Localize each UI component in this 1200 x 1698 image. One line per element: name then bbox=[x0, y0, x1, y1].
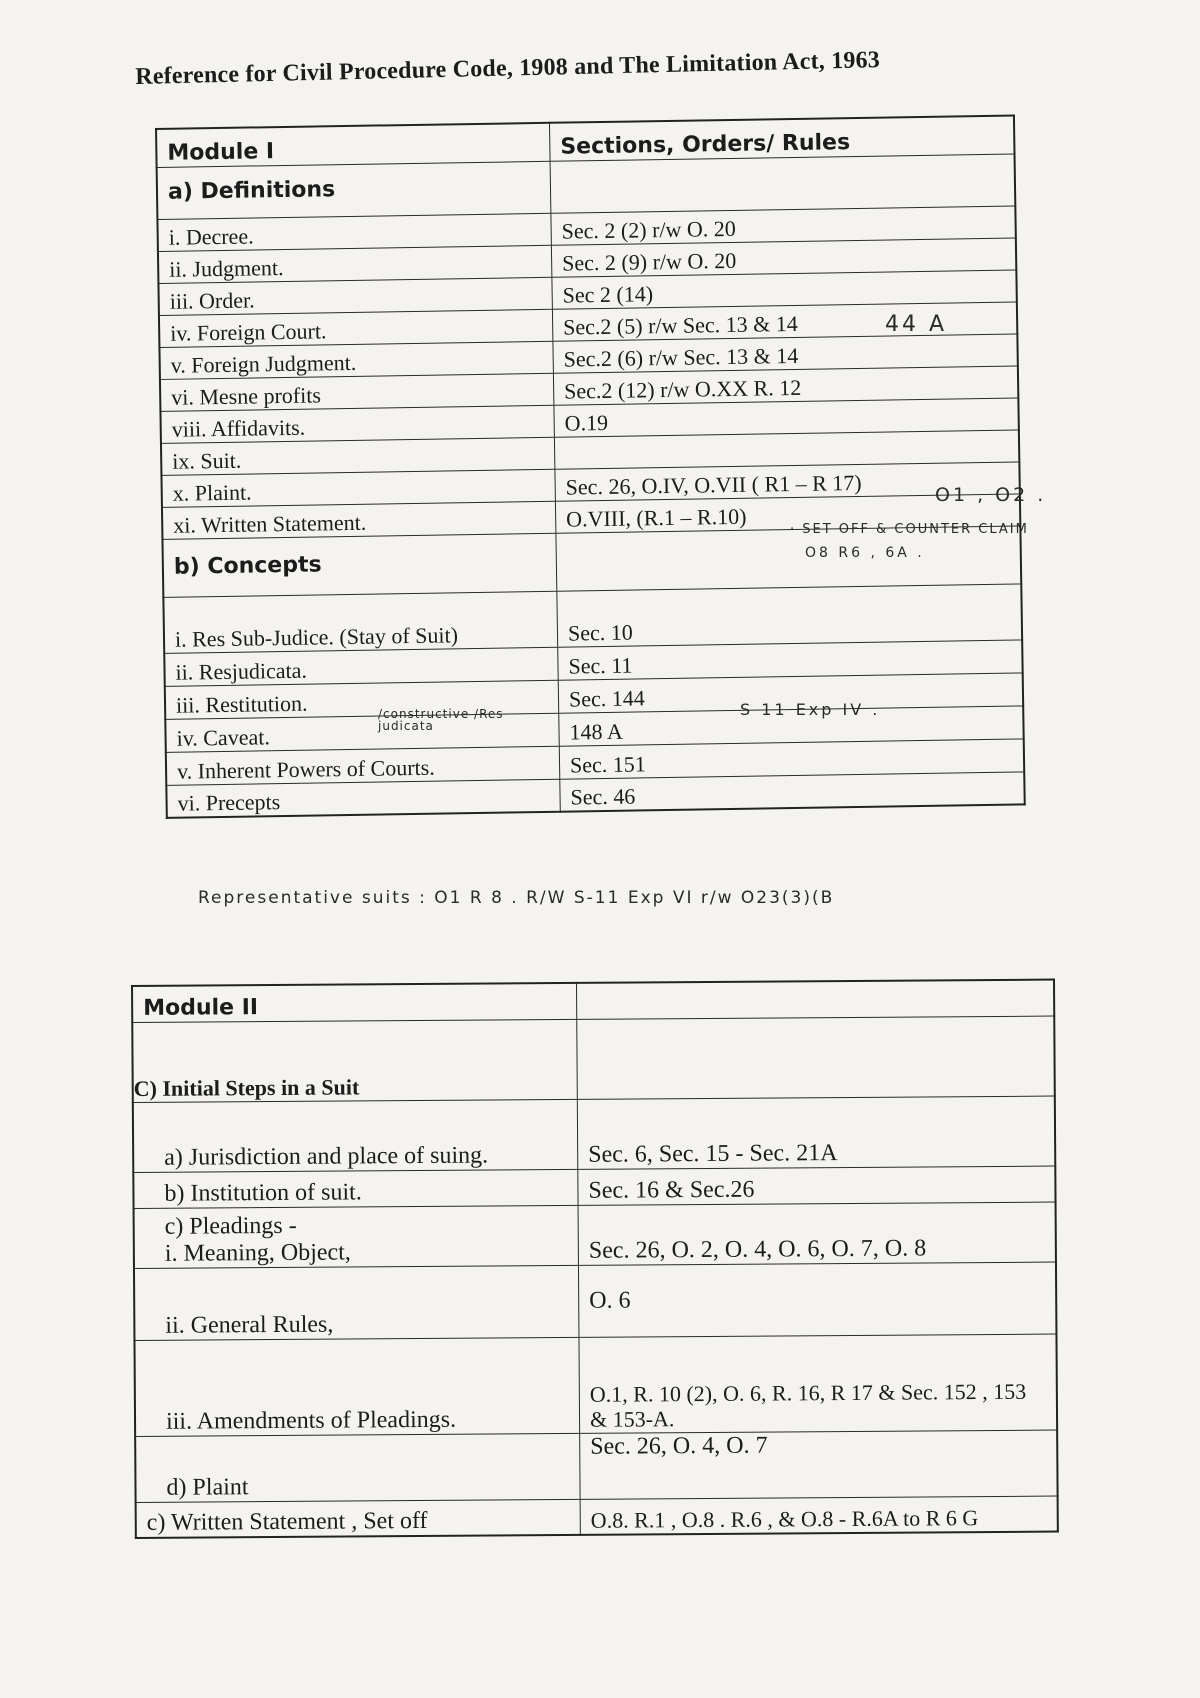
module-2-item-ref: Sec. 26, O. 2, O. 4, O. 6, O. 7, O. 8 bbox=[578, 1202, 1056, 1265]
definition-label: ii. Judgment. bbox=[158, 245, 552, 283]
document-title: Reference for Civil Procedure Code, 1908 and The Limitation Act, 1963 bbox=[135, 47, 881, 90]
handwritten-representative-suits: Representative suits : O1 R 8 . R/W S-11 Exp VI r/w O23(3)(B bbox=[198, 888, 835, 908]
concept-ref: Sec. 11 bbox=[558, 639, 1023, 679]
definition-label: xi. Written Statement. bbox=[162, 501, 556, 539]
concept-label: iii. Restitution. bbox=[165, 680, 559, 719]
definition-ref: O.VIII, (R.1 – R.10) bbox=[555, 493, 1020, 532]
concept-ref: 148 A bbox=[559, 705, 1024, 745]
concept-label: vi. Precepts bbox=[166, 779, 560, 818]
module-2-item-label: c) Written Statement , Set off bbox=[136, 1499, 581, 1538]
handwritten-constructive-resjudicata: /constructive /Res judicata bbox=[378, 707, 504, 733]
definition-ref: Sec.2 (5) r/w Sec. 13 & 14 bbox=[552, 301, 1017, 340]
handwritten-order-note: 44 A bbox=[885, 312, 948, 337]
definition-ref: Sec. 2 (9) r/w O. 20 bbox=[551, 237, 1016, 276]
concept-label: ii. Resjudicata. bbox=[164, 647, 558, 686]
definition-label: iv. Foreign Court. bbox=[159, 309, 553, 347]
concept-label: i. Res Sub-Judice. (Stay of Suit) bbox=[163, 591, 557, 653]
module-2-item-ref: O.1, R. 10 (2), O. 6, R. 16, R 17 & Sec. 152 , 153 & 153-A. bbox=[579, 1334, 1057, 1433]
module-1-header: Module I bbox=[156, 123, 550, 167]
concept-label: v. Inherent Powers of Courts. bbox=[166, 746, 560, 785]
module-2-item-ref: Sec. 16 & Sec.26 bbox=[578, 1166, 1056, 1205]
handwritten-order8-note: O8 R6 , 6A . bbox=[805, 545, 925, 561]
definition-ref: Sec. 26, O.IV, O.VII ( R1 – R 17) bbox=[555, 461, 1020, 500]
module-2-item-label: ii. General Rules, bbox=[134, 1265, 579, 1340]
definition-ref: Sec 2 (14) bbox=[552, 269, 1017, 308]
module-1-table bbox=[155, 114, 1026, 818]
module-2-item-ref: O. 6 bbox=[578, 1262, 1056, 1337]
module-2-item-label: b) Institution of suit. bbox=[133, 1169, 578, 1208]
definition-label: x. Plaint. bbox=[161, 469, 555, 507]
initial-steps-heading: C) Initial Steps in a Suit bbox=[132, 1019, 577, 1102]
module-2-item-label: c) Pleadings - i. Meaning, Object, bbox=[134, 1205, 579, 1268]
module-2-item-ref: O.8. R.1 , O.8 . R.6 , & O.8 - R.6A to R 6 G bbox=[580, 1496, 1058, 1535]
module-2-header: Module II bbox=[132, 983, 577, 1022]
module-2-item-ref: Sec. 26, O. 4, O. 7 bbox=[580, 1430, 1058, 1499]
definition-label: iii. Order. bbox=[158, 277, 552, 315]
concept-ref: Sec. 144 bbox=[558, 672, 1023, 712]
module-2-item-ref: Sec. 6, Sec. 15 - Sec. 21A bbox=[577, 1096, 1055, 1169]
concept-ref: Sec. 46 bbox=[560, 771, 1025, 811]
definition-label: v. Foreign Judgment. bbox=[159, 341, 553, 379]
definition-label: i. Decree. bbox=[157, 213, 551, 251]
handwritten-plaint-note: O1 , O2 . bbox=[935, 484, 1047, 506]
definition-ref: O.19 bbox=[554, 397, 1019, 436]
concept-ref: Sec. 151 bbox=[559, 738, 1024, 778]
definition-ref: Sec.2 (12) r/w O.XX R. 12 bbox=[553, 365, 1018, 404]
concepts-heading: b) Concepts bbox=[162, 533, 556, 597]
handwritten-written-statement-note: · SET OFF & COUNTER CLAIM bbox=[790, 522, 1029, 537]
concept-label: iv. Caveat. bbox=[165, 713, 559, 752]
handwritten-sec11-note: S 11 Exp IV . bbox=[740, 700, 881, 719]
module-2-item-label: a) Jurisdiction and place of suing. bbox=[133, 1099, 578, 1172]
sections-header: Sections, Orders/ Rules bbox=[549, 116, 1014, 161]
module-2-item-label: d) Plaint bbox=[135, 1433, 580, 1502]
module-2-table bbox=[131, 979, 1059, 1539]
definitions-heading: a) Definitions bbox=[157, 161, 551, 219]
definition-label: vi. Mesne profits bbox=[160, 373, 554, 411]
definition-ref: Sec. 2 (2) r/w O. 20 bbox=[551, 205, 1016, 244]
concept-ref: Sec. 10 bbox=[557, 583, 1022, 646]
definition-ref: Sec.2 (6) r/w Sec. 13 & 14 bbox=[553, 333, 1018, 372]
definition-label: ix. Suit. bbox=[161, 437, 555, 475]
definition-label: viii. Affidavits. bbox=[160, 405, 554, 443]
module-2-item-label: iii. Amendments of Pleadings. bbox=[134, 1337, 579, 1436]
